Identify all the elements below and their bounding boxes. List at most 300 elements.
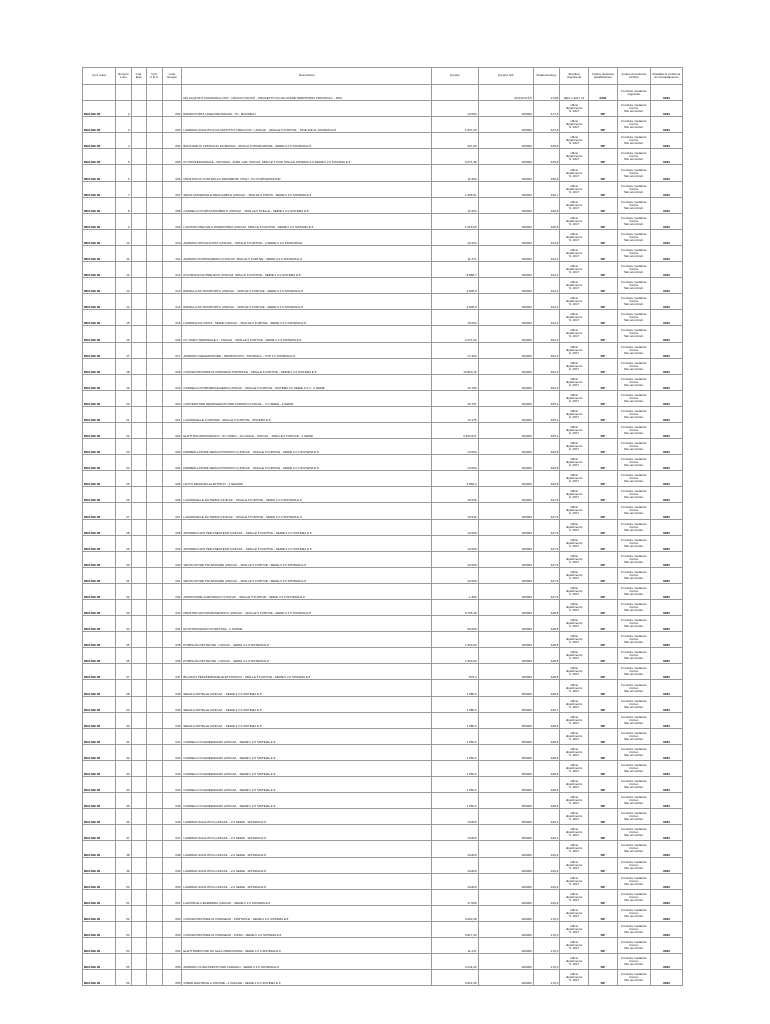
col-header-ipotesi[interactable]: Ipotesi di partenza verifica [617, 68, 650, 85]
cell-struttura[interactable] [560, 487, 589, 503]
cell-descrizione[interactable]: LAMPADA SCIALITICA DA SOFFITTO A BRACCIO - UNICAZ. - SPALLE 5 FURTIVE. - SPIE IDE AL SISTEMA E 8 [182, 117, 432, 133]
cell-cod-gara[interactable]: DEX-MG.06 [83, 793, 116, 809]
cell-modalita[interactable]: NNN [650, 567, 682, 583]
cell-gestione[interactable]: SIP [589, 744, 618, 760]
cell-importo-iva[interactable]: 200000 [478, 503, 533, 519]
cell-ipotesi[interactable] [617, 825, 650, 841]
cell-importo[interactable]: 13.820 [432, 825, 478, 841]
cell-cod-cdc[interactable] [147, 954, 162, 970]
cell-importo[interactable]: 11.471 [432, 245, 478, 261]
cell-importo[interactable]: 2.271,20 [432, 326, 478, 342]
table-row[interactable] [83, 696, 683, 712]
cell-descrizione[interactable]: BANCONE DI APPOGGIO DA BAGNO - SPALLE 5 PRODUZIONE - SERIE II 2.0 SISTEMA E 8 [182, 133, 432, 149]
cell-cod-gara[interactable]: DEX-MG.06 [83, 567, 116, 583]
cell-struttura[interactable] [560, 213, 589, 229]
cell-importo[interactable]: 1.250 [432, 583, 478, 599]
cell-descrizione[interactable]: MG ACQUISTI ASSIANISUL 2017 - UFFICIO DAUCP. - PROGETTO DA VALUTARE TERRITORIO PROVINCIA. - PAD. [182, 85, 432, 101]
col-header-cod-gara[interactable]: Cod. Gara [83, 68, 116, 85]
cell-descrizione[interactable]: POLTRONA DA PRELIEVO (UNICAZ. SPALLE 5 FURTIVE - SERIE II 2.0 SISTEMA E 8 [182, 262, 432, 278]
table-row[interactable] [83, 712, 683, 728]
cell-cod-cdc[interactable] [147, 310, 162, 326]
cell-cod-cdc[interactable] [147, 294, 162, 310]
cell-modalita[interactable]: NNN [650, 439, 682, 455]
cell-importo-iva[interactable]: 200000 [478, 229, 533, 245]
cell-cod-cdc[interactable] [147, 921, 162, 937]
cell-ipotesi[interactable] [617, 889, 650, 905]
cell-scadenza[interactable]: 172,0 [533, 921, 560, 937]
cell-struttura[interactable] [560, 390, 589, 406]
cell-struttura[interactable] [560, 229, 589, 245]
cell-struttura[interactable] [560, 857, 589, 873]
cell-cod-ente[interactable] [131, 551, 146, 567]
cell-scadenza[interactable]: 424,3 [533, 342, 560, 358]
cell-struttura[interactable] [560, 970, 589, 986]
cell-descrizione[interactable]: ARMADIO PORTAFARMACI (UNICAZ. SPALLE 5 FURTIVE - SERIE II 2.0 SISTEMA E 8 [182, 245, 432, 261]
cell-lotto-gruppo[interactable]: 033 [162, 600, 182, 616]
cell-num-lotto[interactable]: 40 [116, 712, 131, 728]
cell-cod-gara[interactable]: DEX-MG.06 [83, 294, 116, 310]
cell-descrizione[interactable]: APPARECCHIO PER ANESTESIA (UNICAZ. - SPALLE 5 FURTIVE - SERIE II 2.0 SISTEMA E 8 [182, 519, 432, 535]
cell-importo-iva[interactable]: 200000 [478, 262, 533, 278]
cell-cod-ente[interactable] [131, 245, 146, 261]
cell-modalita[interactable]: NNN [650, 519, 682, 535]
cell-cod-cdc[interactable] [147, 857, 162, 873]
table-row[interactable] [83, 857, 683, 873]
cell-struttura[interactable] [560, 358, 589, 374]
cell-lotto-gruppo[interactable]: 037 [162, 664, 182, 680]
cell-cod-ente[interactable] [131, 954, 146, 970]
cell-cod-gara[interactable]: DEX-MG.06 [83, 229, 116, 245]
cell-modalita[interactable]: NNN [650, 648, 682, 664]
cell-num-lotto[interactable]: 2 [116, 101, 131, 117]
cell-struttura[interactable] [560, 664, 589, 680]
cell-num-lotto[interactable]: 11 [116, 245, 131, 261]
table-row[interactable] [83, 439, 683, 455]
cell-gestione[interactable]: SIP [589, 841, 618, 857]
cell-importo[interactable]: 22.000 [432, 567, 478, 583]
cell-struttura[interactable] [560, 101, 589, 117]
cell-modalita[interactable]: NNN [650, 487, 682, 503]
cell-scadenza[interactable]: 429,4 [533, 841, 560, 857]
cell-num-lotto[interactable]: 55 [116, 954, 131, 970]
cell-cod-ente[interactable] [131, 278, 146, 294]
cell-importo[interactable]: 1.607,20 [432, 117, 478, 133]
table-row[interactable] [83, 680, 683, 696]
cell-cod-ente[interactable] [131, 873, 146, 889]
cell-cod-cdc[interactable] [147, 165, 162, 181]
cell-gestione[interactable]: SIP [589, 455, 618, 471]
cell-importo-iva[interactable]: 200000 [478, 600, 533, 616]
cell-gestione[interactable]: SIP [589, 197, 618, 213]
cell-importo-iva[interactable]: 200000 [478, 648, 533, 664]
cell-cod-cdc[interactable] [147, 487, 162, 503]
cell-cod-cdc[interactable] [147, 374, 162, 390]
cell-cod-gara[interactable]: DEX-MG.06 [83, 422, 116, 438]
cell-importo-iva[interactable]: 200000 [478, 358, 533, 374]
cell-descrizione[interactable]: SEDIA A ROTELLE (UNICAZ. - SERIE II 2.0 SISTEMA E 8 [182, 696, 432, 712]
cell-cod-ente[interactable] [131, 294, 146, 310]
cell-importo[interactable]: 497,00 [432, 133, 478, 149]
cell-descrizione[interactable]: ELETTROBISTURI DA SALA OPERATORIA - SERIE II 2.0 SISTEMA E 8 [182, 937, 432, 953]
cell-cod-ente[interactable] [131, 487, 146, 503]
cell-importo[interactable]: 13.810,10 [432, 358, 478, 374]
cell-lotto-gruppo[interactable]: 040 [162, 712, 182, 728]
cell-lotto-gruppo[interactable]: 006 [162, 165, 182, 181]
cell-importo-iva[interactable]: 200000 [478, 777, 533, 793]
cell-gestione[interactable]: SIP [589, 310, 618, 326]
cell-cod-ente[interactable] [131, 213, 146, 229]
cell-descrizione[interactable]: CONTENITORE REFRIGERATO PER FARMACI (UNICAZ. - 2.0 SERIE - 2 SERIE [182, 390, 432, 406]
cell-scadenza[interactable]: 428,8 [533, 616, 560, 632]
cell-struttura[interactable] [560, 728, 589, 744]
cell-cod-ente[interactable] [131, 503, 146, 519]
table-row[interactable] [83, 213, 683, 229]
cell-modalita[interactable]: NNN [650, 149, 682, 165]
cell-cod-ente[interactable] [131, 841, 146, 857]
cell-cod-cdc[interactable] [147, 551, 162, 567]
cell-descrizione[interactable]: ARMADIO SPOGLIATOIO (UNICAZ. - SPALLE 5 FURTIVE - 2 SERIE II 2.0 PRINCIPALE [182, 229, 432, 245]
cell-lotto-gruppo[interactable]: 011 [162, 245, 182, 261]
cell-modalita[interactable]: NNN [650, 841, 682, 857]
cell-struttura[interactable] [560, 326, 589, 342]
cell-ipotesi[interactable] [617, 455, 650, 471]
cell-cod-gara[interactable]: DEX-MG.06 [83, 487, 116, 503]
cell-importo-iva[interactable]: 200000 [478, 567, 533, 583]
cell-ipotesi[interactable] [617, 648, 650, 664]
cell-cod-ente[interactable] [131, 519, 146, 535]
cell-descrizione[interactable]: LAMPADA DA VISITA - SERIE (UNICAZ. - SPALLE 5 FURTIVE - SERIE II 2.0 SISTEMA E 8 [182, 310, 432, 326]
cell-importo[interactable]: 14.000 [432, 535, 478, 551]
cell-cod-gara[interactable]: DEX-MG.06 [83, 873, 116, 889]
cell-lotto-gruppo[interactable]: 036 [162, 648, 182, 664]
cell-importo[interactable]: 4.000,18 [432, 905, 478, 921]
cell-ipotesi[interactable] [617, 422, 650, 438]
table-row[interactable] [83, 101, 683, 117]
cell-ipotesi[interactable] [617, 760, 650, 776]
cell-num-lotto[interactable]: 48 [116, 841, 131, 857]
cell-importo-iva[interactable]: 200000 [478, 374, 533, 390]
cell-gestione[interactable]: SIP [589, 793, 618, 809]
cell-descrizione[interactable]: CONCENTRATORE DI OSSIGENO - FISSO - SERIE II 2.0 SISTEMA E 8 [182, 921, 432, 937]
cell-gestione[interactable]: SIP [589, 278, 618, 294]
cell-cod-ente[interactable] [131, 921, 146, 937]
cell-cod-cdc[interactable] [147, 133, 162, 149]
cell-cod-gara[interactable]: DEX-MG.06 [83, 600, 116, 616]
cell-num-lotto[interactable]: 43 [116, 760, 131, 776]
cell-num-lotto[interactable]: 29 [116, 535, 131, 551]
cell-struttura[interactable] [560, 744, 589, 760]
cell-struttura[interactable] [560, 921, 589, 937]
cell-descrizione[interactable]: CARRELLO DI EMERGENZA (UNICAZ. - SERIE II 2.0 SISTEMA E 8 [182, 760, 432, 776]
cell-scadenza[interactable]: 424,3 [533, 310, 560, 326]
cell-descrizione[interactable]: LAVAPADELLE A VAPORE - SPALLE 5 FURTIVE - SISTEMA E 8 [182, 406, 432, 422]
cell-descrizione[interactable]: PC PROFESSIONALE - 500 MAGI - ANIM. LAB. UNICAZ. SPALLE 5 FIVE STELLE SISTEMA 2.0 SERIE II 2.0 SISTEMA E 8 [182, 149, 432, 165]
cell-lotto-gruppo[interactable]: 015 [162, 310, 182, 326]
cell-descrizione[interactable]: BARRA PORTA LINEA PER BAGNO - P.L. MAGRELLI [182, 101, 432, 117]
cell-cod-gara[interactable]: DEX-MG.06 [83, 165, 116, 181]
cell-scadenza[interactable]: 428,8 [533, 728, 560, 744]
cell-cod-cdc[interactable] [147, 809, 162, 825]
table-row[interactable] [83, 503, 683, 519]
cell-modalita[interactable]: NNN [650, 535, 682, 551]
cell-modalita[interactable]: NNN [650, 809, 682, 825]
cell-num-lotto[interactable]: 23 [116, 439, 131, 455]
cell-importo-iva[interactable]: 200000 [478, 696, 533, 712]
cell-scadenza[interactable]: 425,3 [533, 390, 560, 406]
table-row[interactable] [83, 760, 683, 776]
cell-modalita[interactable]: NNN [650, 551, 682, 567]
cell-importo[interactable]: 5.813,617 [432, 422, 478, 438]
cell-modalita[interactable]: NNN [650, 117, 682, 133]
cell-cod-gara[interactable]: DEX-MG.06 [83, 712, 116, 728]
cell-cod-ente[interactable] [131, 535, 146, 551]
cell-importo-iva[interactable]: 200000 [478, 326, 533, 342]
cell-ipotesi[interactable] [617, 197, 650, 213]
cell-cod-cdc[interactable] [147, 197, 162, 213]
cell-modalita[interactable]: NNN [650, 101, 682, 117]
cell-lotto-gruppo[interactable]: 023 [162, 439, 182, 455]
cell-num-lotto[interactable]: 44 [116, 777, 131, 793]
cell-ipotesi[interactable] [617, 133, 650, 149]
cell-gestione[interactable]: SIP [589, 149, 618, 165]
cell-gestione[interactable]: SIP [589, 342, 618, 358]
cell-importo[interactable]: 8.725,40 [432, 600, 478, 616]
cell-modalita[interactable]: NNN [650, 937, 682, 953]
cell-lotto-gruppo[interactable]: 005 [162, 149, 182, 165]
cell-cod-cdc[interactable] [147, 937, 162, 953]
cell-modalita[interactable]: NNN [650, 165, 682, 181]
cell-cod-ente[interactable] [131, 342, 146, 358]
cell-struttura[interactable] [560, 889, 589, 905]
cell-scadenza[interactable]: 429,4 [533, 873, 560, 889]
cell-modalita[interactable]: NNN [650, 294, 682, 310]
cell-struttura[interactable] [560, 406, 589, 422]
cell-lotto-gruppo[interactable]: 046 [162, 809, 182, 825]
cell-cod-ente[interactable] [131, 728, 146, 744]
cell-cod-ente[interactable] [131, 133, 146, 149]
cell-cod-ente[interactable] [131, 326, 146, 342]
cell-scadenza[interactable]: 424,3 [533, 374, 560, 390]
cell-lotto-gruppo[interactable]: 043 [162, 760, 182, 776]
cell-lotto-gruppo[interactable]: 019 [162, 374, 182, 390]
cell-struttura[interactable] [560, 616, 589, 632]
cell-descrizione[interactable]: LAMPADA SCIALITICA (UNICAZ. - 2.0 SERIE - SISTEMA E 8 [182, 841, 432, 857]
cell-num-lotto[interactable]: 54 [116, 937, 131, 953]
cell-importo[interactable]: 16.615 [432, 503, 478, 519]
table-row[interactable] [83, 262, 683, 278]
cell-lotto-gruppo[interactable]: 020 [162, 390, 182, 406]
cell-importo[interactable]: 1.900,00 [432, 648, 478, 664]
cell-descrizione[interactable]: ECOTOMOGRAFO PORTATILE - 2 SONDE [182, 616, 432, 632]
cell-ipotesi[interactable] [617, 632, 650, 648]
cell-ipotesi[interactable] [617, 583, 650, 599]
cell-ipotesi[interactable] [617, 616, 650, 632]
cell-descrizione[interactable]: PC VIDEO TERMINALE 4 - UNICAZ. - SPALLE 5 FURTIVE - SERIE II 2.0 SISTEMA E 8 [182, 326, 432, 342]
cell-importo-iva[interactable]: 200000 [478, 680, 533, 696]
cell-importo-iva[interactable]: 200000 [478, 793, 533, 809]
cell-ipotesi[interactable] [617, 696, 650, 712]
table-row[interactable] [83, 165, 683, 181]
cell-num-lotto[interactable]: 8 [116, 197, 131, 213]
cell-cod-cdc[interactable] [147, 455, 162, 471]
cell-gestione[interactable]: SIP [589, 937, 618, 953]
cell-ipotesi[interactable] [617, 101, 650, 117]
table-row[interactable] [83, 551, 683, 567]
cell-descrizione[interactable]: SEDIA A ROTELLE (UNICAZ. - SERIE II 2.0 SISTEMA E 8 [182, 680, 432, 696]
cell-ipotesi[interactable] [617, 567, 650, 583]
cell-modalita[interactable]: NNN [650, 85, 682, 101]
cell-struttura[interactable] [560, 632, 589, 648]
cell-gestione[interactable]: SIP [589, 857, 618, 873]
cell-modalita[interactable]: NNN [650, 262, 682, 278]
cell-gestione[interactable]: SIP [589, 503, 618, 519]
cell-gestione[interactable]: SIP [589, 873, 618, 889]
cell-importo[interactable]: 14.000 [432, 519, 478, 535]
cell-cod-gara[interactable]: DEX-MG.06 [83, 471, 116, 487]
cell-importo-iva[interactable]: 200000 [478, 181, 533, 197]
cell-modalita[interactable]: NNN [650, 760, 682, 776]
col-header-scadenza[interactable]: Scadenza Eng. [533, 68, 560, 85]
cell-cod-cdc[interactable] [147, 262, 162, 278]
cell-modalita[interactable]: NNN [650, 664, 682, 680]
cell-scadenza[interactable]: 429,4 [533, 809, 560, 825]
cell-struttura[interactable] [560, 165, 589, 181]
cell-num-lotto[interactable]: 47 [116, 825, 131, 841]
cell-importo-iva[interactable]: 200000 [478, 406, 533, 422]
cell-descrizione[interactable]: LETTO DEGENZA ELETTRICO - 4 SEZIONI [182, 471, 432, 487]
cell-cod-cdc[interactable] [147, 905, 162, 921]
cell-importo[interactable]: 3.814,35 [432, 970, 478, 986]
cell-modalita[interactable]: NNN [650, 632, 682, 648]
cell-cod-ente[interactable] [131, 760, 146, 776]
table-row[interactable] [83, 326, 683, 342]
cell-cod-cdc[interactable] [147, 117, 162, 133]
cell-struttura[interactable] [560, 262, 589, 278]
table-row[interactable] [83, 197, 683, 213]
cell-ipotesi[interactable]: Forniture mediante negoziato [617, 85, 650, 101]
cell-num-lotto[interactable]: 46 [116, 809, 131, 825]
cell-importo-iva[interactable]: 200000 [478, 245, 533, 261]
cell-modalita[interactable]: NNN [650, 181, 682, 197]
cell-cod-cdc[interactable] [147, 567, 162, 583]
cell-scadenza[interactable]: 425,3 [533, 422, 560, 438]
cell-descrizione[interactable]: CARRELLO PORTABIANCHERIA (UNICAZ. - SPALLE 5 FURTIVE - SISTEMA 2.0 SERIE II 2.0 - 2 SERIE [182, 374, 432, 390]
cell-cod-ente[interactable] [131, 970, 146, 986]
cell-importo[interactable]: 29.797 [432, 390, 478, 406]
cell-importo[interactable]: 6.850,4 [432, 471, 478, 487]
cell-lotto-gruppo[interactable]: 018 [162, 358, 182, 374]
cell-importo[interactable]: 1.650,0 [432, 728, 478, 744]
cell-descrizione[interactable]: VENTILATORE POLMONARE (UNICAZ. - SPALLE 5 FURTIVE - SERIE II 2.0 SISTEMA E 8 [182, 551, 432, 567]
cell-cod-gara[interactable]: DEX-MG.06 [83, 519, 116, 535]
cell-scadenza[interactable]: 428,8 [533, 793, 560, 809]
cell-ipotesi[interactable] [617, 809, 650, 825]
table-row[interactable] [83, 229, 683, 245]
cell-ipotesi[interactable] [617, 294, 650, 310]
cell-importo[interactable]: 1.080,0 [432, 696, 478, 712]
cell-modalita[interactable]: NNN [650, 857, 682, 873]
cell-scadenza[interactable]: 428,8 [533, 680, 560, 696]
cell-cod-ente[interactable] [131, 455, 146, 471]
cell-cod-gara[interactable]: DEX-MG.06 [83, 197, 116, 213]
cell-struttura[interactable] [560, 133, 589, 149]
cell-cod-cdc[interactable] [147, 149, 162, 165]
table-row[interactable] [83, 600, 683, 616]
cell-importo[interactable]: 10.790 [432, 374, 478, 390]
cell-lotto-gruppo[interactable]: 016 [162, 326, 182, 342]
cell-gestione[interactable]: SIP [589, 294, 618, 310]
cell-modalita[interactable]: NNN [650, 471, 682, 487]
cell-importo[interactable]: 8.880,7 [432, 262, 478, 278]
cell-cod-gara[interactable]: DEX-MG.06 [83, 133, 116, 149]
table-row[interactable] [83, 937, 683, 953]
cell-cod-gara[interactable]: DEX-MG.06 [83, 616, 116, 632]
cell-ipotesi[interactable] [617, 873, 650, 889]
cell-scadenza[interactable]: 424,3 [533, 262, 560, 278]
cell-cod-cdc[interactable] [147, 648, 162, 664]
cell-cod-cdc[interactable] [147, 760, 162, 776]
cell-importo[interactable]: 17.300 [432, 342, 478, 358]
cell-gestione[interactable]: 0036 [589, 85, 618, 101]
cell-cod-gara[interactable]: DEX-MG.06 [83, 728, 116, 744]
cell-descrizione[interactable]: STERILIZZATRICE A VAPORE - 4 VASCHE - SERIE II 2.0 SISTEMA E 8 [182, 970, 432, 986]
cell-ipotesi[interactable] [617, 519, 650, 535]
table-row[interactable] [83, 117, 683, 133]
table-row[interactable] [83, 664, 683, 680]
cell-struttura[interactable] [560, 841, 589, 857]
cell-importo-iva[interactable]: 200000 [478, 197, 533, 213]
cell-descrizione[interactable]: POMPA AD INFUSIONE - UNICAZ. - SERIE II 2.0 SISTEMA E 8 [182, 648, 432, 664]
cell-struttura[interactable] [560, 712, 589, 728]
cell-ipotesi[interactable] [617, 841, 650, 857]
cell-modalita[interactable]: NNN [650, 921, 682, 937]
cell-cod-gara[interactable]: DEX-MG.06 [83, 326, 116, 342]
cell-cod-gara[interactable]: DEX-MG.06 [83, 632, 116, 648]
cell-importo[interactable]: 13.175 [432, 406, 478, 422]
cell-scadenza[interactable]: 424,3 [533, 326, 560, 342]
cell-gestione[interactable]: SIP [589, 905, 618, 921]
cell-importo[interactable]: 13.820 [432, 873, 478, 889]
cell-scadenza[interactable]: 426,8 [533, 439, 560, 455]
cell-num-lotto[interactable]: 15 [116, 310, 131, 326]
table-row[interactable] [83, 809, 683, 825]
cell-importo[interactable]: 16.615 [432, 487, 478, 503]
cell-modalita[interactable]: NNN [650, 390, 682, 406]
cell-scadenza[interactable]: 427,8 [533, 503, 560, 519]
cell-cod-gara[interactable]: DEX-MG.06 [83, 889, 116, 905]
cell-importo-iva[interactable]: 200000 [478, 841, 533, 857]
cell-lotto-gruppo[interactable]: 044 [162, 777, 182, 793]
cell-descrizione[interactable]: CONCENTRATORE DI OSSIGENO PORTATILE - SPALLE 5 FURTIVE - SERIE II 2.0 SISTEMA E 8 [182, 358, 432, 374]
cell-lotto-gruppo[interactable]: 034 [162, 616, 182, 632]
cell-descrizione[interactable]: ARMADIO CLIMATIZZATO PER FARMACI - SERIE II 2.0 SISTEMA E 8 [182, 954, 432, 970]
cell-importo-iva[interactable]: 200000 [478, 455, 533, 471]
cell-num-lotto[interactable]: 42 [116, 744, 131, 760]
cell-importo-iva[interactable]: 200000 [478, 390, 533, 406]
cell-cod-cdc[interactable] [147, 245, 162, 261]
cell-num-lotto[interactable]: 53 [116, 921, 131, 937]
cell-cod-gara[interactable]: DEX-MG.06 [83, 777, 116, 793]
cell-modalita[interactable]: NNN [650, 503, 682, 519]
cell-lotto-gruppo[interactable]: 024 [162, 455, 182, 471]
cell-descrizione[interactable]: BARELLA DA TRASPORTO (UNICAZ. - SPALLE 5 FURTIVE - SERIE II 2.0 SISTEMA E 8 [182, 278, 432, 294]
cell-importo[interactable]: 1.650,0 [432, 793, 478, 809]
cell-lotto-gruppo[interactable]: 032 [162, 583, 182, 599]
cell-cod-cdc[interactable] [147, 680, 162, 696]
cell-ipotesi[interactable] [617, 213, 650, 229]
cell-descrizione[interactable]: CARRELLO DI EMERGENZA (UNICAZ. - SERIE II 2.0 SISTEMA E 8 [182, 777, 432, 793]
table-row[interactable] [83, 793, 683, 809]
